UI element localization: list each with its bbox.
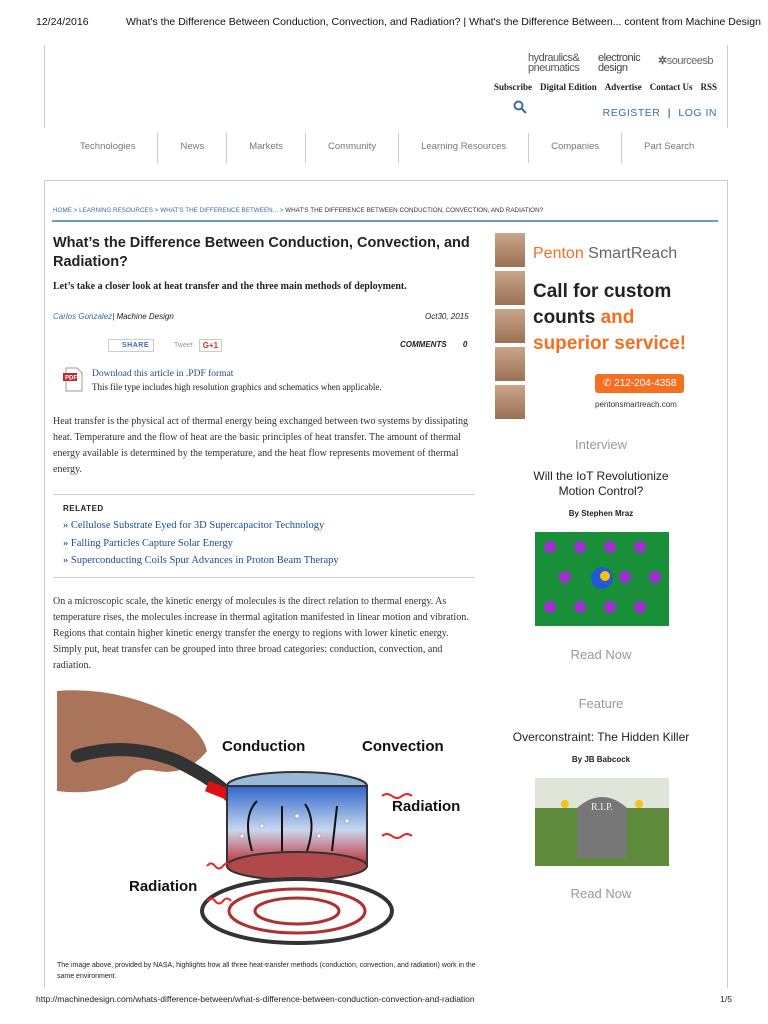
person-photo xyxy=(495,309,525,343)
ad-url[interactable]: pentonsmartreach.com xyxy=(595,400,677,409)
advertise-link[interactable]: Advertise xyxy=(604,82,642,92)
sidebar-title-overconstraint[interactable]: Overconstraint: The Hidden Killer xyxy=(512,730,690,744)
gplus-button[interactable]: G+1 xyxy=(199,339,222,352)
person-photo xyxy=(495,385,525,419)
heat-transfer-figure xyxy=(57,686,477,958)
auth-separator: | xyxy=(667,107,671,119)
breadcrumb-current: WHAT'S THE DIFFERENCE BETWEEN CONDUCTION, CONVECTION, AND RADIATION? xyxy=(285,207,544,214)
svg-text:PDF: PDF xyxy=(65,375,77,382)
site-header xyxy=(44,45,728,128)
svg-text:R.I.P.: R.I.P. xyxy=(591,802,613,813)
breadcrumb-home[interactable]: HOME xyxy=(53,207,72,214)
partner-logos xyxy=(528,53,713,73)
related-item[interactable]: » Cellulose Substrate Eyed for 3D Supercapacitor Technology xyxy=(63,520,325,531)
logo-sourceesb[interactable]: ✲sourceesb xyxy=(658,55,713,67)
print-title: What's the Difference Between Conduction, Convection, and Radiation? | What's the Difference Between... content from Machine Design xyxy=(126,16,761,28)
nav-news[interactable]: News xyxy=(158,133,227,163)
related-bottom-rule xyxy=(53,577,475,578)
pdf-download-link[interactable]: Download this article in .PDF format xyxy=(92,369,234,379)
read-now-link[interactable]: Read Now xyxy=(570,647,632,662)
ad-faces xyxy=(495,233,525,423)
footer-url: http://machinedesign.com/whats-difference-between/what-s-difference-between-conduction-convection-and-radiation xyxy=(36,994,475,1004)
related-top-rule xyxy=(53,494,475,495)
publication: | Machine Design xyxy=(112,312,174,321)
tombstone-thumbnail[interactable] xyxy=(535,778,669,866)
sidebar-label-feature: Feature xyxy=(578,696,624,711)
byline xyxy=(53,312,174,321)
nav-markets[interactable]: Markets xyxy=(227,133,306,163)
article-title: What’s the Difference Between Conduction, Convection, and Radiation? xyxy=(53,235,470,270)
person-photo xyxy=(495,347,525,381)
article-subtitle: Let’s take a closer look at heat transfer and the three main methods of deployment. xyxy=(53,281,407,292)
label-radiation-left: Radiation xyxy=(129,878,198,895)
person-photo xyxy=(495,233,525,267)
ad-phone[interactable]: ✆ 212-204-4358 xyxy=(595,374,684,393)
login-link[interactable]: LOG IN xyxy=(678,107,717,119)
author-link[interactable]: Carlos Gonzalez xyxy=(53,312,113,321)
rss-link[interactable]: RSS xyxy=(700,82,717,92)
pdf-icon[interactable] xyxy=(62,367,84,392)
comments-count[interactable] xyxy=(400,340,467,349)
related-item[interactable]: » Superconducting Coils Spur Advances in Proton Beam Therapy xyxy=(63,555,339,566)
nav-companies[interactable]: Companies xyxy=(529,133,622,163)
breadcrumb-whats-diff[interactable]: WHAT'S THE DIFFERENCE BETWEEN... xyxy=(160,207,278,214)
related-heading: RELATED xyxy=(63,504,104,513)
print-date: 12/24/2016 xyxy=(36,16,89,28)
person-photo xyxy=(495,271,525,305)
comments-label: COMMENTS xyxy=(400,340,447,349)
label-conduction: Conduction xyxy=(222,738,306,755)
logo-electronic-design[interactable]: electronic design xyxy=(598,52,641,74)
ad-callout: Call for custom counts and superior service! xyxy=(533,281,687,354)
contact-us-link[interactable]: Contact Us xyxy=(649,82,693,92)
label-convection: Convection xyxy=(362,738,444,755)
comments-number: 0 xyxy=(462,340,468,349)
breadcrumb-learning[interactable]: LEARNING RESOURCES xyxy=(79,207,153,214)
ad-brand: Penton SmartReach xyxy=(533,245,678,262)
nav-technologies[interactable]: Technologies xyxy=(44,133,158,163)
top-links xyxy=(494,82,717,92)
read-now-link[interactable]: Read Now xyxy=(570,886,632,901)
nav-learning-resources[interactable]: Learning Resources xyxy=(399,133,529,163)
hand-illustration xyxy=(57,690,207,792)
article-paragraph-1: Heat transfer is the physical act of thermal energy being exchanged between two systems by dissipating heat. Temperature and the flow of heat are the basic principles of heat transfer. The amount of thermal energy available is determined by the temperature, and the heat flow represents movement of thermal energy. xyxy=(53,416,468,475)
publish-date: Oct30, 2015 xyxy=(425,312,469,321)
share-row xyxy=(108,339,222,352)
page-number: 1/5 xyxy=(720,994,732,1004)
phone-icon: ✆ xyxy=(603,378,612,389)
iot-thumbnail[interactable] xyxy=(535,532,669,626)
nav-part-search[interactable]: Part Search xyxy=(644,141,695,152)
sidebar-byline-overconstraint: By JB Babcock xyxy=(571,755,631,764)
penton-ad[interactable] xyxy=(495,233,713,417)
logo-hydraulics[interactable]: hydraulics& pneumatics xyxy=(528,52,580,74)
breadcrumb: HOME > LEARNING RESOURCES > WHAT'S THE DIFFERENCE BETWEEN... > WHAT'S THE DIFFERENCE BETWEEN CONDUCTION, CONVECTION, AND RADIATION? xyxy=(53,207,544,214)
digital-edition-link[interactable]: Digital Edition xyxy=(539,82,597,92)
related-item[interactable]: » Falling Particles Capture Solar Energy xyxy=(63,538,233,549)
sidebar-title-iot[interactable]: Will the IoT Revolutionize Motion Control? xyxy=(533,469,669,498)
sidebar-label-interview: Interview xyxy=(574,437,628,452)
subscribe-link[interactable]: Subscribe xyxy=(493,82,532,92)
label-radiation-right: Radiation xyxy=(392,798,461,815)
search-icon[interactable] xyxy=(513,100,527,114)
breadcrumb-rule xyxy=(52,220,718,222)
article-paragraph-2: On a microscopic scale, the kinetic energy of molecules is the direct relation to thermal energy. As temperature rises, the molecules increase in thermal agitation manifested in linear motion and vibration. Regions that contain higher kinetic energy transfer the energy to regions with lower kinetic energy. Simply put, heat transfer can be grouped into three broad categories: conduction, convection, and radiation. xyxy=(53,596,469,671)
sidebar-byline-iot: By Stephen Mraz xyxy=(568,509,634,518)
figure-caption: The image above, provided by NASA, highlights how all three heat-transfer methods (conduction, convection, and radiation) work in the same environment. xyxy=(57,962,476,980)
pdf-note: This file type includes high resolution graphics and schematics when applicable. xyxy=(92,382,382,392)
tweet-button[interactable]: Tweet xyxy=(174,342,193,349)
main-nav xyxy=(44,133,728,163)
share-button[interactable]: SHARE xyxy=(108,339,154,352)
auth-links xyxy=(603,107,717,119)
nav-community[interactable]: Community xyxy=(306,133,399,163)
register-link[interactable]: REGISTER xyxy=(602,107,661,119)
